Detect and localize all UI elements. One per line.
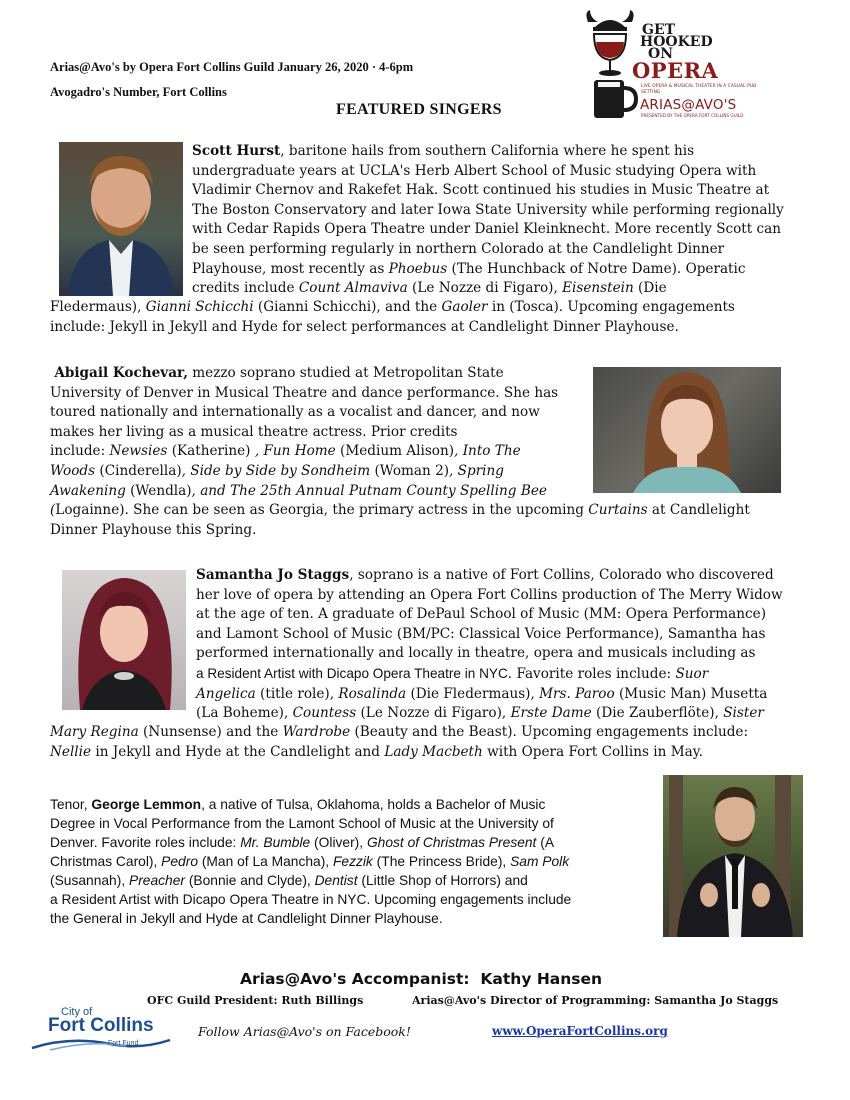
venue-line: Avogadro's Number, Fort Collins: [50, 85, 227, 99]
bio-george-lemmon: Tenor, George Lemmon, a native of Tulsa, Oklahoma, holds a Bachelor of Music Degree in Vocal Performance from the Lamont School of Music at the University of Denver. Favorite roles include: Mr. Bumble (Oliver), Ghost of Christmas Present (A Christmas Carol), Pedro (Man of La Mancha), Fezzik (The Princess Bride), Sam Polk (Susannah), Preacher (Bonnie and Clyde), Dentist (Little Shop of Horrors) and a Resident Artist with Dicapo Opera Theatre in NYC. Upcoming engagements include the General in Jekyll and Hyde at Candlelight Dinner Playhouse.: [50, 797, 572, 926]
logo-line2: HOOKED: [640, 34, 713, 50]
logo-text: [642, 24, 713, 60]
singer-name: Samantha Jo Staggs: [196, 567, 350, 583]
singer-photo-samantha-jo-staggs: [62, 570, 186, 710]
bio-scott-hurst: Scott Hurst, baritone hails from southern California where he spent his undergraduate years at UCLA's Herb Albert School of Music studying Opera with Vladimir Chernov and Rakefet Hak. Scott continued his studies in Music Theatre at The Boston Conservatory and later Iowa State University while performing regionally with Cedar Rapids Opera Theatre under Daniel Kleinknecht. More recently Scott can be seen performing regularly in northern Colorado at the Candlelight Dinner Playhouse, most recently as Phoebus (The Hunchback of Notre Dame). Operatic credits include Count Almaviva (Le Nozze di Figaro), Eisenstein (Die: [192, 143, 784, 297]
bio-scott-hurst-cont: Fledermaus), Gianni Schicchi (Gianni Schicchi), and the Gaoler in (Tosca). Upcoming engagements include: Jekyll in Jekyll and Hyde for select performances at Candlelight Dinner Playhouse.: [50, 299, 735, 335]
director-of-programming: Arias@Avo's Director of Programming: Samantha Jo Staggs: [412, 994, 779, 1007]
follow-facebook: Follow Arias@Avo's on Facebook!: [198, 1024, 411, 1039]
singer-name: Abigail Kochevar,: [54, 365, 188, 381]
bio-samantha-jo-staggs-cont: Mary Regina (Nunsense) and the Wardrobe (Beauty and the Beast). Upcoming engagements include: Nellie in Jekyll and Hyde at the Candlelight and Lady Macbeth with Opera Fort Collins in May.: [50, 724, 749, 760]
city-of-label: City of: [61, 1006, 93, 1018]
river-swoosh-icon: [30, 1034, 180, 1052]
guild-president: OFC Guild President: Ruth Billings: [147, 994, 364, 1007]
logo-opera: OPERA: [632, 58, 719, 83]
singer-name: Scott Hurst: [192, 143, 281, 159]
event-line: Arias@Avo's by Opera Fort Collins Guild January 26, 2020 · 4-6pm: [50, 60, 414, 74]
fort-fund-label: Fort Fund: [108, 1040, 139, 1047]
logo-tagline: LIVE OPERA & MUSICAL THEATER IN A CASUAL PUB SETTING: [641, 84, 757, 95]
logo-presenter: PRESENTED BY THE OPERA FORT COLLINS GUILD: [641, 113, 744, 118]
singer-photo-abigail-kochevar: [593, 367, 781, 493]
page-title: FEATURED SINGERS: [336, 101, 502, 118]
bio-abigail-kochevar: Abigail Kochevar, mezzo soprano studied at Metropolitan State University of Denver in Musical Theatre and dance performance. She has toured nationally and internationally as a vocalist and dancer, and now makes her living as a musical theatre actress. Prior credits include: Newsies (Katherine) , Fun Home (Medium Alison), Into The Woods (Cinderella), Side by Side by Sondheim (Woman 2), Spring Awakening (Wendla), and The 25th Annual Putnam County Spelling Bee (Logainne). She can be seen as Georgia, the primary actress in the upcoming Curtains at Candlelight Dinner Playhouse this Spring.: [50, 365, 750, 538]
singer-name: George Lemmon: [91, 797, 202, 812]
fort-collins-label: Fort Collins: [48, 1015, 154, 1036]
singer-photo-scott-hurst: [59, 142, 183, 296]
logo-brand: ARIAS@AVO'S: [640, 97, 737, 113]
city-fort-collins-logo: [30, 1006, 180, 1054]
accompanist-line: Arias@Avo's Accompanist: Kathy Hansen: [240, 970, 603, 988]
logo-line1: GET: [642, 22, 676, 38]
website-link[interactable]: www.OperaFortCollins.org: [492, 1024, 668, 1038]
bio-samantha-jo-staggs: Samantha Jo Staggs, soprano is a native of Fort Collins, Colorado who discovered her love of opera by attending an Opera Fort Collins production of The Merry Widow at the age of ten. A graduate of DePaul School of Music (MM: Opera Performance) and Lamont School of Music (BM/PC: Classical Voice Performance), Samantha has performed internationally and locally in theatre, opera and musicals including as a Resident Artist with Dicapo Opera Theatre in NYC. Favorite roles include: Suor Angelica (title role), Rosalinda (Die Fledermaus), Mrs. Paroo (Music Man) Musetta (La Boheme), Countess (Le Nozze di Figaro), Erste Dame (Die Zauberflöte), Sister: [196, 567, 783, 722]
logo-line3: ON: [648, 46, 673, 62]
singer-photo-george-lemmon: [663, 775, 803, 937]
